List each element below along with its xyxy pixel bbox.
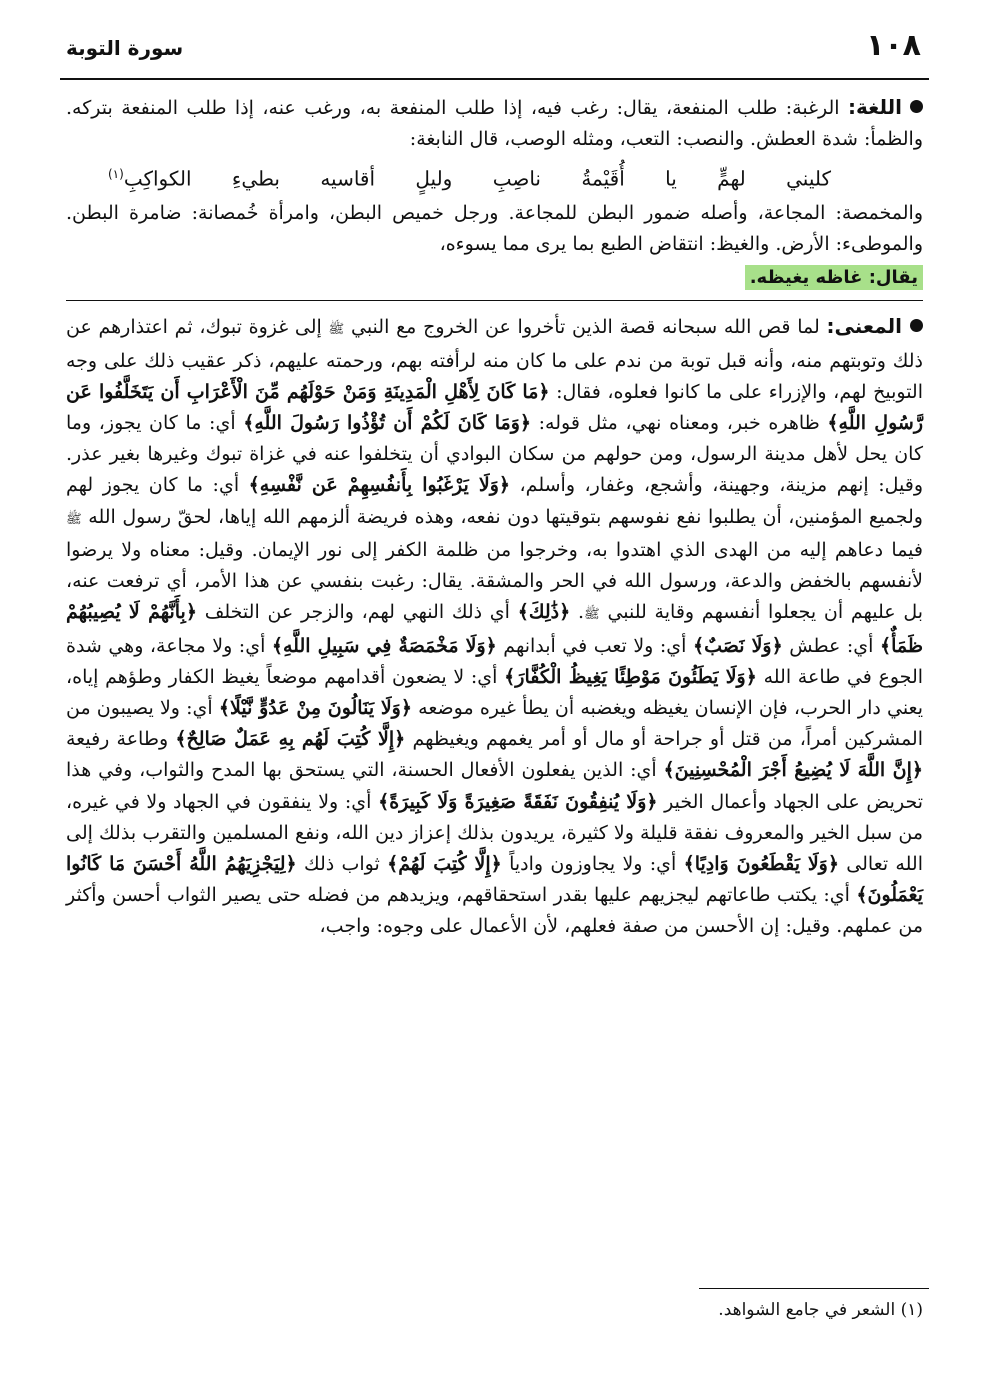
text-run: ظاهره خبر، ومعناه نهي، مثل قوله: — [538, 412, 820, 435]
text-run: وطاعة رفيعة — [66, 728, 169, 751]
lugha-paragraph-2 — [66, 198, 923, 260]
footnote — [718, 1300, 923, 1320]
text-run: أي: عطش — [789, 634, 874, 657]
highlighted-text: يقال: غاظه يغيظه. — [745, 265, 923, 290]
text-run: ثواب ذلك — [303, 852, 380, 875]
text-run: أي: لا يضعون أقدامهم موضعاً يغيظ الكفار وطؤهم إياه، يعني دار الحرب، فإن الإنسان يغيظه ويغضبه أن يطأ غيره موضعه — [66, 665, 924, 719]
text-run: أي: ولا يصيبون من المشركين أمراً، من قتل أو جراحة أو مال أو أمر يغمهم ويغيظهم — [66, 696, 923, 751]
lugha-text-2: والمخمصة: المجاعة، وأصله ضمور البطن للمجاعة. ورجل خميص البطن، وامرأة خُمصانة: ضامرة البطن. والموطىء: الأرض. والغيظ: انتقاض الطبع بما يرى مما يسوءه، — [66, 202, 923, 256]
quran-verse: ﴿بِأَنَّهُمْ لَا يُصِيبُهُمْ ظَمَأٌ﴾ — [66, 601, 923, 657]
quran-verse: ﴿وَلَا نَصَبٌ﴾ — [692, 634, 783, 657]
footnote-number: (١) — [900, 1300, 923, 1320]
bullet-icon — [910, 319, 923, 332]
page-body — [66, 92, 923, 943]
text-run: فيما دعاهم إليه من الهدى الذي اهتدوا به، وخرجوا من ظلمة الكفر إلى نور الإيمان. وقيل: معناه ولا يرضوا لأنفسهم بالخفض والدعة، ورسول الله في الحر والمشقة. يقال: رغبت بنفسي عن هذا الأمر، أي ترفعت عنه، بل عليهم أن يجعلوا أنفسهم وقاية للنبي — [66, 538, 923, 624]
text-run: أي: ولا مجاعة، وهي شدة الجوع في طاعة الله — [66, 634, 924, 688]
footnote-marker: (١) — [107, 167, 124, 182]
text-run: لما قص الله سبحانه قصة الذين تأخروا عن الخروج مع النبي — [350, 316, 820, 339]
text-run: أي: ما كان يجوز لهم ولجميع المؤمنين، أن يطلبوا نفع نفوسهم بتوقيتها دون نفعه، وهذه فريضة ألزمهم الله إياها، لحقّ رسول الله — [66, 474, 923, 528]
page-header — [60, 28, 929, 68]
lugha-paragraph — [66, 92, 923, 155]
quran-verse: ﴿مَا كَانَ لِأَهْلِ الْمَدِينَةِ وَمَنْ حَوْلَهُم مِّنَ الْأَعْرَابِ أَن يَتَخَلَّفُوا عَن رَّسُولِ اللَّهِ﴾ — [66, 380, 923, 435]
bullet-icon — [910, 100, 923, 113]
salawat-symbol: ﷺ — [584, 607, 600, 623]
text-run: أي: ولا يجاوزون وادياً — [509, 852, 677, 875]
text-run: أي: ولا تعب في أبدانهم — [503, 634, 687, 657]
quran-verse: ﴿وَمَا كَانَ لَكُمْ أَن تُؤْذُوا رَسُولَ اللَّهِ﴾ — [243, 412, 532, 435]
quran-verse: ﴿إِنَّ اللَّهَ لَا يُضِيعُ أَجْرَ الْمُحْسِنِينَ﴾ — [663, 759, 923, 782]
text-run: إلى غزوة تبوك، ثم اعتذارهم عن ذلك وتوبتهم منه، وأنه قبل توبة من ندم على ما كان منه لرأفته بهم، ورحمته عليهم، ذكر عقيب ذلك على وجه التوبيخ لهم، والإزراء على ما كانوا فعلوه، فقال: — [66, 316, 923, 403]
maana-paragraph — [66, 311, 923, 942]
lugha-text-1: الرغبة: طلب المنفعة، يقال: رغب فيه، إذا طلب المنفعة به، ورغب عنه، إذا طلب المنفعة بتركه. والظمأ: شدة العطش. والنصب: التعب، ومثله الوصب، قال النابغة: — [66, 97, 923, 151]
quran-verse: ﴿ذَٰلِكَ﴾ — [517, 601, 571, 624]
maana-heading: المعنى: — [826, 314, 902, 339]
footnote-divider — [699, 1288, 929, 1289]
text-run: أي: ما كان يجوز، وما كان يحل لأهل مدينة الرسول، ومن حولهم من سكان البوادي أن يتخلفوا عنه في غزاة تبوك وغيرها بغير عذر. وقيل: إنهم مزينة، وجهينة، وأشجع، وغفار، وأسلم، — [66, 412, 924, 497]
text-run: أي: الذين يفعلون الأفعال الحسنة، التي يستحق بها المدح والثواب، وفي هذا تحريض على الجهاد وأعمال الخير — [66, 759, 923, 813]
poetry-verse — [66, 155, 923, 198]
footnote-text: الشعر في جامع الشواهد. — [718, 1300, 896, 1320]
quran-verse: ﴿وَلَا يَقْطَعُونَ وَادِيًا﴾ — [683, 852, 839, 875]
quran-verse: ﴿وَلَا يَنَالُونَ مِنْ عَدُوٍّ نَّيْلًا﴾ — [218, 696, 412, 719]
lugha-heading: اللغة: — [848, 95, 902, 119]
salawat-symbol: ﷺ — [66, 511, 82, 527]
quran-verse: ﴿وَلَا يَطَئُونَ مَوْطِئًا يَغِيظُ الْكُفَّارَ﴾ — [504, 665, 757, 688]
verse-text: كليني لهمٍّ يا أُقَيْمةُ ناصِبِ وليلٍ أقاسيه بطيءِ الكواكِبِ — [123, 167, 832, 192]
header-divider — [60, 78, 929, 80]
quran-verse: ﴿وَلَا يُنفِقُونَ نَفَقَةً صَغِيرَةً وَلَا كَبِيرَةً﴾ — [378, 790, 658, 813]
page-number: ١٠٨ — [866, 28, 921, 63]
quran-verse: ﴿وَلَا مَخْمَصَةٌ فِي سَبِيلِ اللَّهِ﴾ — [271, 634, 497, 657]
quran-verse: ﴿إِلَّا كُتِبَ لَهُم بِهِ عَمَلٌ صَالِحٌ﴾ — [175, 728, 406, 751]
text-run: . — [577, 601, 584, 624]
text-run: أي ذلك النهي لهم، والزجر عن التخلف — [204, 601, 510, 624]
quran-verse: ﴿وَلَا يَرْغَبُوا بِأَنفُسِهِمْ عَن نَّفْسِهِ﴾ — [248, 474, 511, 497]
text-run: أي: يكتب طاعاتهم ليجزيهم عليها بقدر استحقاقهم، ويزيدهم من فضله حتى يصير الثواب أحسن وأكثر من عملهم. وقيل: إن الأحسن من صفة فعلهم، لأن الأعمال على وجوه: واجب، — [66, 884, 923, 938]
quran-verse: ﴿إِلَّا كُتِبَ لَهُمْ﴾ — [387, 852, 502, 875]
quran-verse: ﴿لِيَجْزِيَهُمُ اللَّهُ أَحْسَنَ مَا كَانُوا يَعْمَلُونَ﴾ — [66, 852, 923, 907]
salawat-symbol: ﷺ — [328, 322, 345, 338]
highlight-line — [66, 264, 923, 292]
text-run: أي: ولا ينفقون في الجهاد ولا في غيره، من سبل الخير والمعروف نفقة قليلة ولا كثيرة، يريدون بذلك إعزاز دين الله، ونفع المسلمين والتقرب بذلك إلى الله تعالى — [66, 790, 923, 875]
surah-title: سورة التوبة — [66, 36, 184, 60]
section-divider — [66, 300, 923, 301]
